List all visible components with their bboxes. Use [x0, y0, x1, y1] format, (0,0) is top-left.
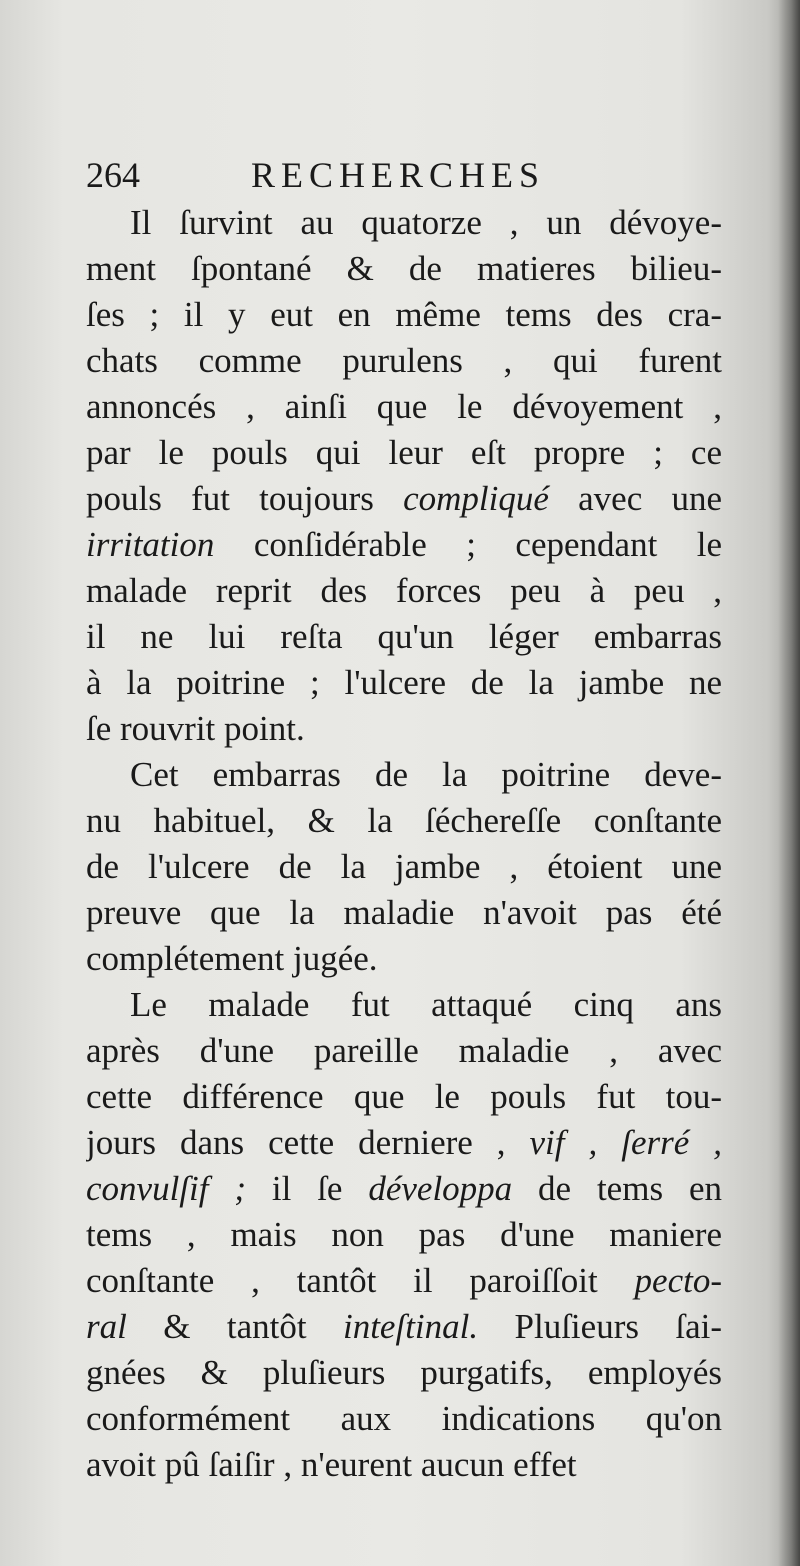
- text-line: [86, 568, 722, 614]
- text-line: [86, 982, 722, 1028]
- text-segment: de l'ulcere de la jambe , étoient une: [86, 847, 722, 886]
- text-segment: annoncés , ainſi que le dévoyement ,: [86, 387, 722, 426]
- italic-text: compliqué: [403, 479, 549, 518]
- text-segment: il ne lui reſta qu'un léger embarras: [86, 617, 722, 656]
- text-line: [86, 476, 722, 522]
- page-number: 264: [86, 155, 140, 195]
- text-segment: Cet embarras de la poitrine deve-: [130, 755, 722, 794]
- italic-text: développa: [368, 1169, 513, 1208]
- text-line: [86, 706, 722, 752]
- text-segment: chats comme purulens , qui furent: [86, 341, 722, 380]
- text-segment: preuve que la maladie n'avoit pas été: [86, 893, 722, 932]
- running-head-title: RECHERCHES: [251, 155, 546, 195]
- text-line: [86, 522, 722, 568]
- text-line: [86, 1442, 722, 1488]
- italic-text: vif , ſerré ,: [529, 1123, 722, 1162]
- text-line: [86, 660, 722, 706]
- text-segment: il ſe: [246, 1169, 369, 1208]
- text-line: [86, 1074, 722, 1120]
- text-segment: par le pouls qui leur eſt propre ; ce: [86, 433, 722, 472]
- paragraph: [86, 982, 722, 1488]
- text-segment: pouls fut toujours: [86, 479, 404, 518]
- text-segment: nu habituel, & la ſéchereſſe conſtante: [86, 801, 722, 840]
- italic-text: pecto-: [634, 1261, 722, 1300]
- text-segment: jours dans cette derniere ,: [86, 1123, 530, 1162]
- text-segment: de tems en: [512, 1169, 722, 1208]
- text-segment: cette différence que le pouls fut tou-: [86, 1077, 722, 1116]
- text-line: [86, 1258, 722, 1304]
- italic-text: inteſtinal.: [342, 1307, 479, 1346]
- text-line: [86, 246, 722, 292]
- text-segment: avec une: [548, 479, 722, 518]
- text-segment: malade reprit des forces peu à peu ,: [86, 571, 722, 610]
- text-line: [86, 430, 722, 476]
- text-line: [86, 1350, 722, 1396]
- page-edge-shadow: [778, 0, 800, 1566]
- text-segment: conformément aux indications qu'on: [86, 1399, 722, 1438]
- text-line: [86, 1120, 722, 1166]
- text-segment: après d'une pareille maladie , avec: [86, 1031, 722, 1070]
- text-line: [86, 936, 722, 982]
- italic-text: convulſif ;: [86, 1169, 246, 1208]
- text-segment: tems , mais non pas d'une maniere: [86, 1215, 722, 1254]
- text-segment: conſtante , tantôt il paroiſſoit: [86, 1261, 635, 1300]
- text-segment: Il ſurvint au quatorze , un dévoye-: [130, 203, 722, 242]
- italic-text: irritation: [86, 525, 215, 564]
- text-line: [86, 384, 722, 430]
- running-head: [86, 150, 726, 200]
- text-segment: & tantôt: [126, 1307, 343, 1346]
- text-segment: avoit pû ſaiſir , n'eurent aucun effet: [86, 1445, 577, 1484]
- text-line: [86, 1396, 722, 1442]
- text-segment: complétement jugée.: [86, 939, 378, 978]
- text-line: [86, 844, 722, 890]
- text-line: [86, 798, 722, 844]
- text-segment: Le malade fut attaqué cinq ans: [130, 985, 722, 1024]
- text-line: [86, 1304, 722, 1350]
- text-line: [86, 614, 722, 660]
- text-segment: à la poitrine ; l'ulcere de la jambe ne: [86, 663, 722, 702]
- text-line: [86, 752, 722, 798]
- italic-text: ral: [86, 1307, 127, 1346]
- paragraph: [86, 200, 722, 752]
- text-line: [86, 200, 722, 246]
- body-text: [86, 200, 722, 1488]
- paragraph: [86, 752, 722, 982]
- text-line: [86, 292, 722, 338]
- text-segment: conſidérable ; cependant le: [214, 525, 722, 564]
- text-line: [86, 338, 722, 384]
- text-segment: ment ſpontané & de matieres bilieu-: [86, 249, 722, 288]
- text-segment: ſes ; il y eut en même tems des cra-: [86, 295, 722, 334]
- text-line: [86, 1028, 722, 1074]
- text-line: [86, 1212, 722, 1258]
- text-line: [86, 1166, 722, 1212]
- text-segment: ſe rouvrit point.: [86, 709, 305, 748]
- text-segment: Pluſieurs ſai-: [478, 1307, 722, 1346]
- text-line: [86, 890, 722, 936]
- text-segment: gnées & pluſieurs purgatifs, employés: [86, 1353, 722, 1392]
